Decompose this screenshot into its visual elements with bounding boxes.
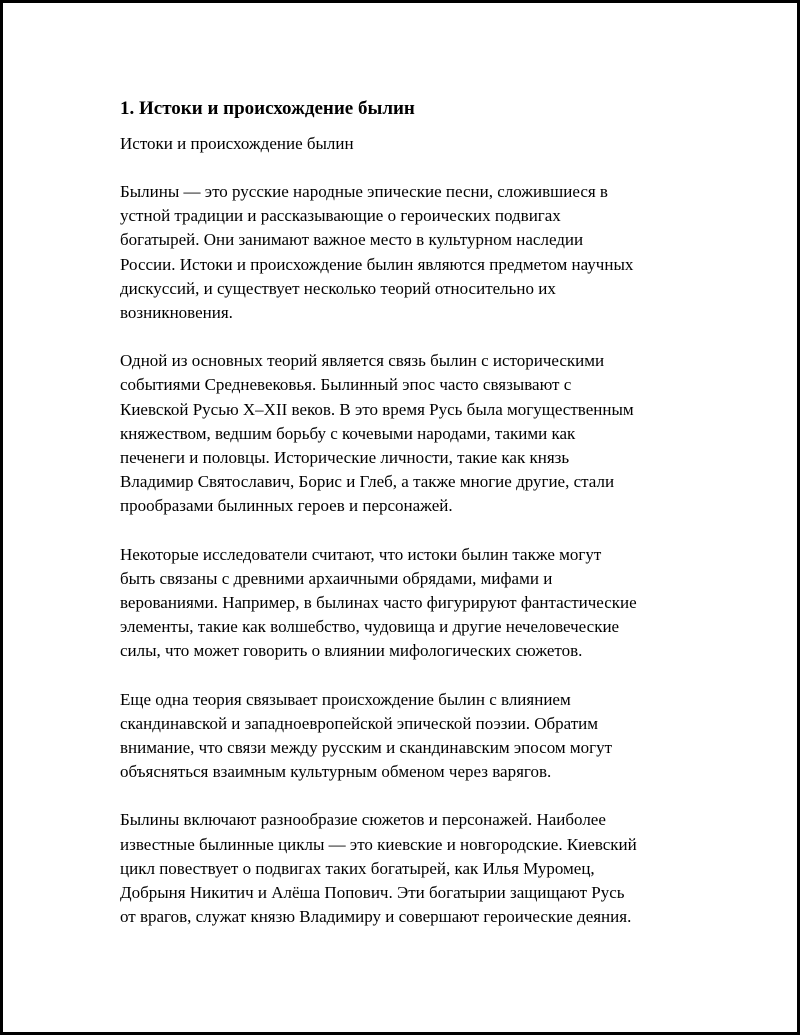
line: внимание, что связи между русским и скандинавским эпосом могут: [120, 738, 613, 758]
document-content: [120, 97, 700, 929]
paragraph-5: [120, 808, 700, 929]
line: Некоторые исследователи считают, что истоки былин также могут: [120, 544, 602, 564]
line: элементы, такие как волшебство, чудовища и другие нечеловеческие: [120, 617, 620, 637]
line: силы, что может говорить о влиянии мифологических сюжетов.: [120, 641, 583, 661]
line: прообразами былинных героев и персонажей.: [120, 496, 453, 516]
line: богатырей. Они занимают важное место в культурном наследии: [120, 230, 584, 250]
paragraph-4: [120, 688, 700, 785]
line: Еще одна теория связывает происхождение былин с влиянием: [120, 689, 571, 709]
line: печенеги и половцы. Исторические личности, такие как князь: [120, 448, 570, 468]
section-heading: 1. Истоки и происхождение былин: [120, 98, 415, 119]
line: известные былинные циклы — это киевские и новгородские. Киевский: [120, 834, 637, 854]
line: Одной из основных теорий является связь былин с историческими: [120, 351, 605, 371]
paragraph-2: [120, 349, 700, 518]
line: скандинавской и западноевропейской эпической поэзии. Обратим: [120, 713, 599, 733]
line: устной традиции и рассказывающие о героических подвигах: [120, 206, 561, 226]
line: дискуссий, и существует несколько теорий относительно их: [120, 278, 556, 298]
section-subheading: Истоки и происхождение былин: [120, 134, 354, 153]
line: верованиями. Например, в былинах часто фигурируют фантастические: [120, 593, 637, 613]
paragraph-1: [120, 180, 700, 325]
line: от врагов, служат князю Владимиру и совершают героические деяния.: [120, 907, 632, 927]
line: объясняться взаимным культурным обменом через варягов.: [120, 762, 552, 782]
line: событиями Средневековья. Былинный эпос часто связывают с: [120, 375, 572, 395]
line: Киевской Русью X–XII веков. В это время Русь была могущественным: [120, 399, 634, 419]
line: возникновения.: [120, 303, 233, 323]
line: Добрыня Никитич и Алёша Попович. Эти богатырии защищают Русь: [120, 883, 625, 903]
line: цикл повествует о подвигах таких богатырей, как Илья Муромец,: [120, 858, 595, 878]
line: княжеством, ведшим борьбу с кочевыми народами, такими как: [120, 423, 576, 443]
paragraph-3: [120, 543, 700, 664]
line: России. Истоки и происхождение былин являются предметом научных: [120, 254, 634, 274]
line: Былины включают разнообразие сюжетов и персонажей. Наиболее: [120, 810, 606, 830]
line: быть связаны с древними архаичными обрядами, мифами и: [120, 568, 553, 588]
line: Владимир Святославич, Борис и Глеб, а также многие другие, стали: [120, 472, 615, 492]
line: Былины — это русские народные эпические песни, сложившиеся в: [120, 182, 608, 201]
